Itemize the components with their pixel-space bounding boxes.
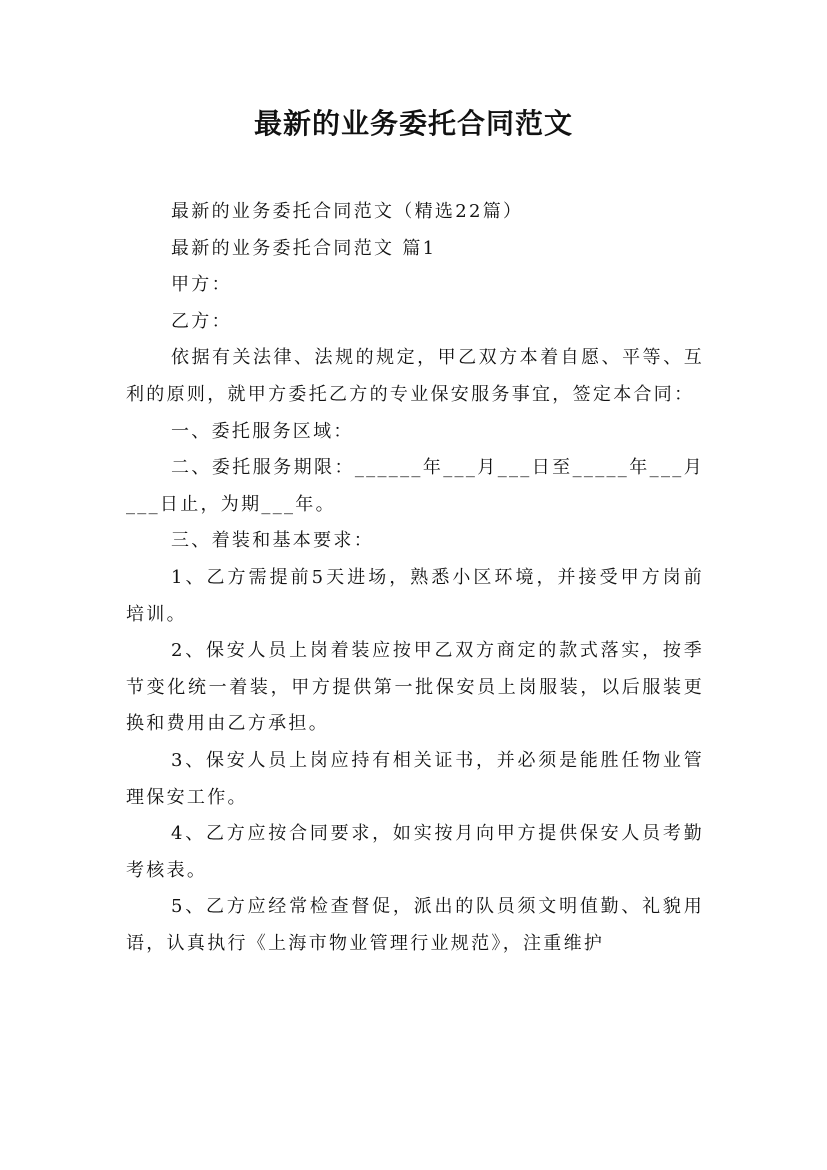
paragraph-item-2: 2、保安人员上岗着装应按甲乙双方商定的款式落实，按季节变化统一着装，甲方提供第一批保安员上岗服装，以后服装更换和费用由乙方承担。 [126,640,704,735]
paragraph-clause-2: 二、委托服务期限：______年___月___日至_____年___月___日止，为期___年。 [126,457,704,515]
paragraph-item-1: 1、乙方需提前5天进场，熟悉小区环境，并接受甲方岗前培训。 [126,566,704,625]
paragraph-party-b: 乙方： [171,310,232,332]
document-title: 最新的业务委托合同范文 [253,107,573,140]
document-body [126,194,704,962]
paragraph-item-5: 5、乙方应经常检查督促，派出的队员须文明值勤、礼貌用语，认真执行《上海市物业管理行业规范》，注重维护 [126,896,704,954]
paragraph-item-4: 4、乙方应按合同要求，如实按月向甲方提供保安人员考勤考核表。 [126,823,704,881]
paragraph-preamble: 依据有关法律、法规的规定，甲乙双方本着自愿、平等、互利的原则，就甲方委托乙方的专业保安服务事宜，签定本合同： [126,347,704,405]
paragraph-clause-3: 三、着装和基本要求： [171,530,374,552]
paragraph-subtitle: 最新的业务委托合同范文（精选22篇） [171,201,524,222]
paragraph-party-a: 甲方： [171,274,232,296]
paragraph-clause-1: 一、委托服务区域： [171,420,354,442]
paragraph-item-3: 3、保安人员上岗应持有相关证书，并必须是能胜任物业管理保安工作。 [126,749,704,808]
paragraph-section-heading: 最新的业务委托合同范文 篇1 [171,237,437,259]
